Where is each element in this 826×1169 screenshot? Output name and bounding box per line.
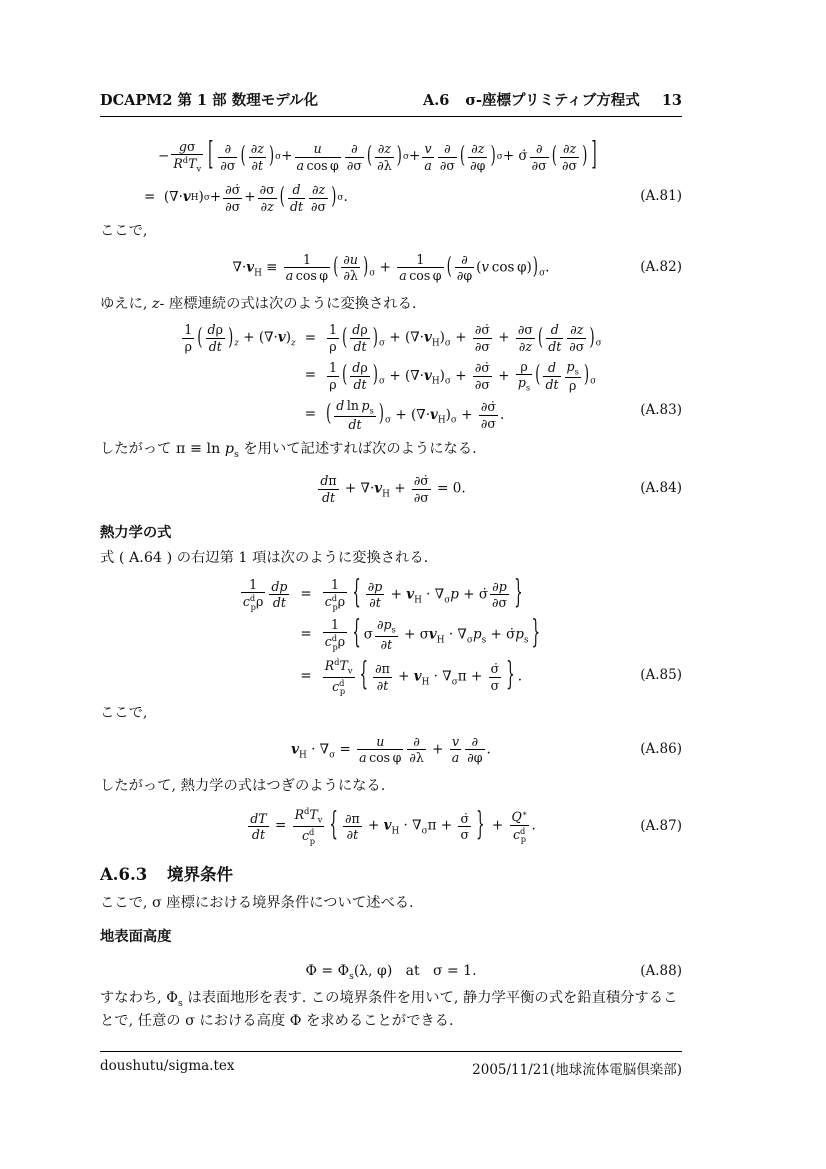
equation-a88-body: $\Phi = \Phi_s(\lambda$, φ) at σ = 1. xyxy=(305,962,477,982)
equation-a85-row1 xyxy=(239,575,543,615)
page-footer xyxy=(100,1051,682,1078)
equation-a85-row3 xyxy=(239,655,543,699)
equation-a82-body: $\nabla\cdot v_H$ ≡ $\frac{1}{\text{a cos φ}}$ ( $\frac{\partial u}{\partial\lambda}$ )$_\sigma$ + $\frac{1}{\text{a cos φ}}$ ( ∂ ∂φ (v $\cos \varphi))_\sigma$. xyxy=(232,251,550,284)
section-number: A.6.3 xyxy=(100,864,148,884)
paragraph-kokode-1: ここで, xyxy=(100,223,148,240)
equals-sign: = xyxy=(300,585,312,602)
equation-a82 xyxy=(100,248,682,288)
equation-a84 xyxy=(100,469,682,509)
equation-a83-row2 xyxy=(180,357,601,396)
paragraph-kokode-3: ここで, σ 座標における境界条件について述べる. xyxy=(100,894,414,911)
paragraph-shitagatte-thermo: したがって, 熱力学の式はつぎのようになる. xyxy=(100,777,386,794)
equation-a86 xyxy=(100,730,682,770)
footer-left: doushutu/sigma.tex xyxy=(100,1058,235,1074)
equation-a86-body: $v_H \cdot \nabla_\sigma$ = $\frac{u}{\text{a cos φ}}$ ∂ ∂λ + $\frac{v}{a}$ ∂ ∂φ . xyxy=(291,733,491,766)
header-left: DCAPM2 第 1 部 数理モデル化 xyxy=(100,92,318,109)
page-number: 13 xyxy=(661,92,682,109)
paragraph-shiki-a64: 式 ( A.64 ) の右辺第 1 項は次のように変換される. xyxy=(100,549,429,566)
equation-a83-rhs2: $\frac{1}{\rho}$ ( $\frac{d\rho}{dt}$ )$_\sigma + (\nabla\cdot v_H)_\sigma$ + $\frac{\partial\sigmȧ}{\partial\sigma}$ + $\frac{\rho}{p_s}$ ( $\frac{d}{dt}$ $\frac{p_s}{\rho}$ )$_\sigma$ xyxy=(329,358,597,394)
equals-sign: = xyxy=(304,367,316,384)
equals-sign: = xyxy=(304,406,316,423)
equation-a85-align xyxy=(239,575,543,700)
equation-number-a87: (A.87) xyxy=(640,817,682,834)
equation-a83-row1 xyxy=(180,320,601,356)
equation-number-a82: (A.82) xyxy=(640,258,682,275)
page-header xyxy=(100,90,682,117)
equals-sign: = xyxy=(300,668,312,685)
section-title: 境界条件 xyxy=(167,864,234,884)
equation-a85-rhs1: 1 $c^d_p\rho$ { $\frac{\partial p}{\partial t}$ + $v_H \cdot \nabla_\sigma p$ + σ̇ $\frac{\partial p}{\partial\sigma}$ } xyxy=(324,574,523,612)
equation-number-a86: (A.86) xyxy=(640,741,682,758)
equation-number-a83: (A.83) xyxy=(640,402,682,419)
equation-a81 xyxy=(100,137,682,217)
header-section-ref: A.6 xyxy=(422,92,450,109)
paragraph-yueni: ゆえに, z- 座標連続の式は次のように変換される. xyxy=(100,295,417,312)
equation-a85-rhs2: 1 $c^d_p\rho$ { σ $\frac{\partial p_s}{\partial t}$ + $\sigma v_H \cdot \nabla_\sigma p_s$ + $\sigmȧp_s$ } xyxy=(324,614,541,652)
equals-sign: = xyxy=(300,626,312,643)
paragraph-sunawachi: すなわち, $\Phi_s$ は表面地形を表す. この境界条件を用いて, 静力学平衡の式を鉛直積分することで, 任意の σ における高度 Φ を求めることができる. xyxy=(100,989,678,1029)
section-heading-a63 xyxy=(100,863,682,887)
equation-number-a88: (A.88) xyxy=(640,963,682,980)
equation-a85-row2 xyxy=(239,615,543,655)
heading-thermodynamics: 熱力学の式 xyxy=(100,525,172,542)
equation-a85-rhs3: $R^dT_v$ $c^d_p$ { $\frac{\partial\pi}{\partial t}$ + $v_H \cdot \nabla_\sigma\pi$ + $\frac{\sigmȧ}{\sigma}$ } . xyxy=(324,656,523,697)
equation-a83 xyxy=(100,320,682,434)
equation-a85 xyxy=(100,575,682,700)
equation-a87 xyxy=(100,805,682,849)
equation-a83-row3 xyxy=(180,396,601,435)
paragraph-shitagatte-pi: したがって $\pi \equiv \ln p_s$ を用いて記述すれば次のようになる. xyxy=(100,440,477,460)
footer-right: 2005/11/21(地球流体電脳倶楽部) xyxy=(472,1062,682,1078)
equation-number-a81: (A.81) xyxy=(640,188,682,205)
equation-a83-rhs1: $\frac{1}{\rho}$ ( $\frac{d\rho}{dt}$ )$_\sigma + (\nabla\cdot v_H)_\sigma$ + $\frac{\partial\sigmȧ}{\partial\sigma}$ + $\frac{\partial\sigma}{\partial z}$ ( $\frac{d}{dt}$ $\frac{\partial z}{\partial\sigma}$ )$_\sigma$ xyxy=(329,322,602,355)
header-title: σ-座標プリミティブ方程式 xyxy=(465,92,640,109)
equation-a84-body: $\frac{d\pi}{dt}$ + $\nabla\cdot v_H$ + $\frac{\partial\sigmȧ}{\partial\sigma}$ = 0. xyxy=(320,473,466,505)
equation-a88 xyxy=(100,960,682,984)
equals-sign: = xyxy=(304,329,316,346)
equation-number-a84: (A.84) xyxy=(640,480,682,497)
equation-number-a85: (A.85) xyxy=(640,666,682,683)
equation-a83-rhs3: ( $\frac{d \ln p_s}{dt}$ )$_\sigma + (\nabla\cdot v_H)_\sigma$ + $\frac{\partial\sigmȧ}{\partial\sigma}$ . xyxy=(326,397,505,433)
header-right xyxy=(423,90,682,111)
heading-surface-height: 地表面高度 xyxy=(100,929,172,946)
paragraph-kokode-2: ここで, xyxy=(100,705,148,722)
text-block xyxy=(100,90,682,1035)
equation-a83-align xyxy=(180,320,601,434)
equation-a85-lhs: 1 $c^d_p\rho$ $\frac{dp}{dt}$ xyxy=(242,576,288,612)
equation-a81-line1: − gσ $R^dT_v$ [ ∂ ∂σ ( ∂z ∂t ) σ + u a cos φ ∂ ∂σ ( ∂z ∂λ ) σ + v a ∂ ∂σ ( ∂z ∂φ ) σ + σ̇ ∂ ∂σ ( ∂z ∂σ ) ] xyxy=(158,136,597,175)
equation-a83-lhs: $\frac{1}{\rho}$ ( $\frac{d\rho}{dt}$ )$_z + (\nabla\cdot v)_z$ xyxy=(184,322,296,355)
equation-a81-line2: = (∇· v H ) σ + ∂σ̇ ∂σ + ∂σ ∂z ( d dt ∂z ∂σ ) σ . xyxy=(144,181,348,214)
equation-a87-body: $\frac{dT}{dt}$ = $R^dT_v$ $c^d_p$ { $\frac{\partial\pi}{\partial t}$ + $v_H \cdot \nabla_\sigma\pi$ + $\frac{\sigmȧ}{\sigma}$ } + Q∗ $c^d_p$ . xyxy=(250,805,536,846)
